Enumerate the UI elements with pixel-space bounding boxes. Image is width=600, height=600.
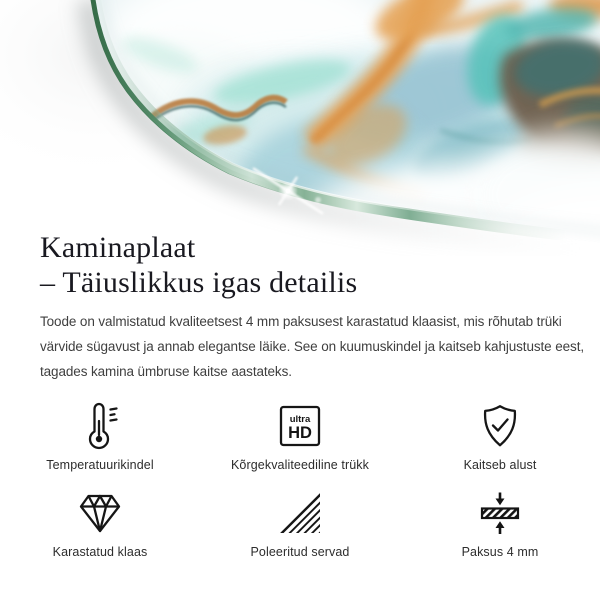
feature-label: Karastatud klaas xyxy=(52,545,148,559)
feature-temperature-resistant xyxy=(0,398,200,472)
svg-text:HD: HD xyxy=(288,424,312,442)
glass-panel-artwork xyxy=(0,0,600,256)
feature-label: Poleeritud servad xyxy=(250,545,350,559)
feature-label: Paksus 4 mm xyxy=(461,545,539,559)
feature-print-quality xyxy=(200,398,400,472)
feature-label: Kõrgekvaliteediline trükk xyxy=(231,458,369,472)
diamond-icon xyxy=(76,485,124,541)
page-title-line1: Kaminaplaat xyxy=(40,231,196,264)
thickness-icon xyxy=(476,485,524,541)
shield-check-icon xyxy=(476,398,524,454)
polished-edges-icon xyxy=(276,485,324,541)
feature-thickness xyxy=(400,485,600,559)
glass-panel-photo xyxy=(0,0,600,256)
page-title-line2: – Täiuslikkus igas detailis xyxy=(40,266,358,299)
svg-text:ultra: ultra xyxy=(289,414,311,425)
feature-tempered-glass xyxy=(0,485,200,559)
ultra-hd-icon xyxy=(276,398,324,454)
feature-protects-base xyxy=(400,398,600,472)
product-description: Toode on valmistatud kvaliteetsest 4 mm paksusest karastatud klaasist, mis rõhutab trüki värvide sügavust ja annab elegantse läike. See on kuumuskindel ja kaitseb kahjustuste eest, tagades kamina ümbruse kaitse aastateks. xyxy=(40,314,584,379)
thermometer-icon xyxy=(76,398,124,454)
feature-label: Kaitseb alust xyxy=(463,458,537,472)
feature-label: Temperatuurikindel xyxy=(46,458,154,472)
page-title xyxy=(40,230,357,300)
feature-polished-edges xyxy=(200,485,400,559)
features-grid xyxy=(0,398,600,559)
